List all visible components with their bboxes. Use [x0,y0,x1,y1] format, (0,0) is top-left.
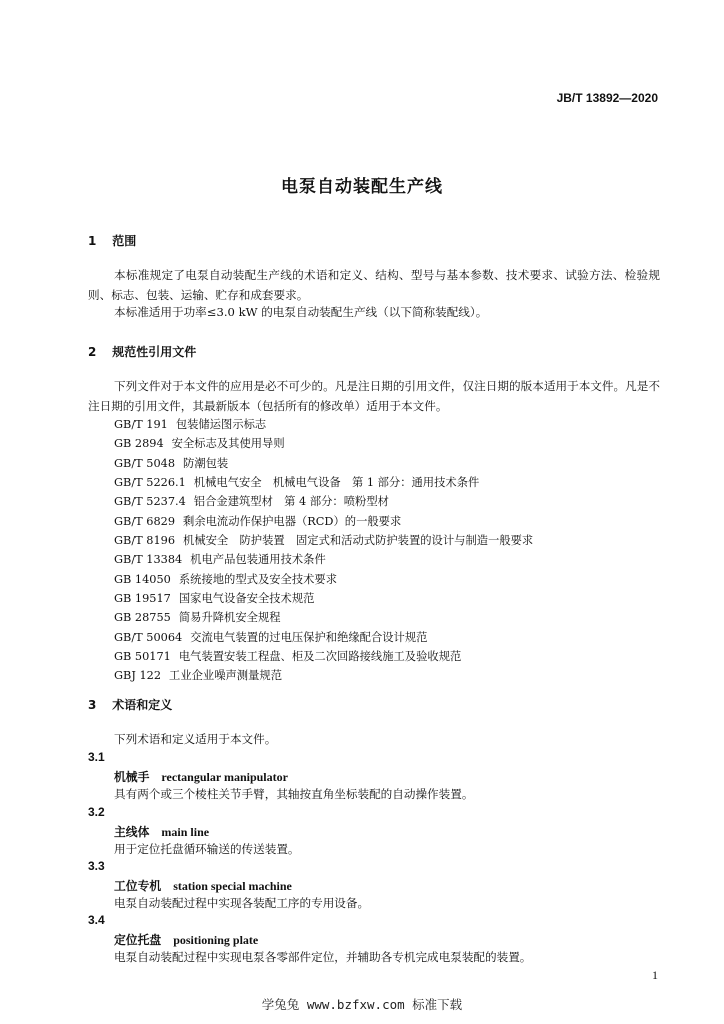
reference-name: 安全标志及其使用导则 [171,437,285,451]
normative-references-list [114,415,533,686]
section-3-number: 3 [88,698,97,712]
reference-name: 交流电气装置的过电压保护和绝缘配合设计规范 [190,630,428,644]
term-number: 3.2 [88,805,105,819]
term-definition: 具有两个或三个棱柱关节手臂，其轴按直角坐标装配的自动操作装置。 [114,787,474,801]
reference-name: 铝合金建筑型材 第 4 部分：喷粉型材 [193,495,389,509]
reference-code: GB/T 13384 [114,553,183,567]
reference-code: GB/T 6829 [114,514,176,528]
section-1-paragraph-1: 本标准规定了电泵自动装配生产线的术语和定义、结构、型号与基本参数、技术要求、试验方法、检验规则、标志、包装、运输、贮存和成套要求。 [88,268,660,302]
term-english-name: positioning plate [173,933,259,947]
term-definition: 电泵自动装配过程中实现各装配工序的专用设备。 [114,896,370,910]
section-3-paragraph-1: 下列术语和定义适用于本文件。 [114,732,277,746]
reference-name: 系统接地的型式及安全技术要求 [178,572,338,586]
reference-item [114,570,533,589]
reference-item [114,647,533,666]
reference-item [114,628,533,647]
footer-watermark-text: 学兔兔 www.bzfxw.com 标准下载 [261,997,463,1012]
term-english-name: main line [161,825,210,839]
reference-item [114,666,533,685]
section-1-paragraph-2: 本标准适用于功率≤3.0 kW 的电泵自动装配生产线（以下简称装配线）。 [114,305,488,319]
reference-name: 工业企业噪声测量规范 [169,669,282,683]
section-2-number: 2 [88,345,97,359]
term-english-name: rectangular manipulator [161,770,288,784]
term-definition: 电泵自动装配过程中实现电泵各零部件定位，并辅助各专机完成电泵装配的装置。 [114,950,532,964]
reference-name: 机械安全 防护装置 固定式和活动式防护装置的设计与制造一般要求 [183,534,534,548]
reference-name: 国家电气设备安全技术规范 [178,592,315,606]
section-3-heading [88,696,172,713]
reference-code: GB 2894 [114,437,164,451]
term-heading [114,823,209,840]
reference-code: GB/T 191 [114,418,168,431]
reference-item [114,512,533,531]
reference-item [114,550,533,569]
reference-code: GB/T 5237.4 [114,495,186,509]
term-chinese-name: 主线体 [114,825,150,839]
section-1-heading [88,232,136,249]
reference-code: GB/T 5226.1 [114,476,186,490]
section-3-title: 术语和定义 [112,698,173,712]
term-heading [114,768,288,785]
reference-item [114,608,533,627]
term-chinese-name: 工位专机 [114,879,162,893]
reference-code: GB 14050 [114,572,171,586]
reference-code: GB/T 50064 [114,630,183,644]
reference-code: GB 50171 [114,650,171,664]
term-heading [114,931,258,948]
term-number: 3.4 [88,913,105,927]
reference-item [114,434,533,453]
reference-name: 机械电气安全 机械电气设备 第 1 部分：通用技术条件 [193,476,480,490]
term-number: 3.1 [88,750,105,764]
reference-item [114,589,533,608]
reference-name: 剩余电流动作保护电器（RCD）的一般要求 [183,514,402,528]
term-definition: 用于定位托盘循环输送的传送装置。 [114,842,300,856]
term-english-name: station special machine [173,879,292,893]
term-chinese-name: 机械手 [114,770,150,784]
reference-name: 防潮包装 [183,456,229,470]
section-1-title: 范围 [112,234,137,248]
section-2-title: 规范性引用文件 [112,345,197,359]
reference-item [114,415,533,434]
reference-code: GB 19517 [114,592,171,606]
reference-code: GB/T 8196 [114,534,176,548]
term-number: 3.3 [88,859,105,873]
section-2-heading [88,343,196,360]
reference-name: 机电产品包装通用技术条件 [190,553,326,567]
term-chinese-name: 定位托盘 [114,933,162,947]
term-heading [114,877,292,894]
reference-item [114,492,533,511]
reference-code: GB 28755 [114,611,171,625]
reference-item [114,531,533,550]
page-number: 1 [652,968,658,982]
reference-code: GB/T 5048 [114,456,176,470]
reference-item [114,454,533,473]
section-2-paragraph-1: 下列文件对于本文件的应用是必不可少的。凡是注日期的引用文件，仅注日期的版本适用于本文件。凡是不注日期的引用文件，其最新版本（包括所有的修改单）适用于本文件。 [88,379,660,413]
reference-name: 包装储运图示标志 [175,418,267,431]
reference-name: 简易升降机安全规程 [178,611,281,625]
reference-item [114,473,533,492]
reference-code: GBJ 122 [114,669,162,683]
section-1-number: 1 [88,234,97,248]
document-title: 电泵自动装配生产线 [281,177,443,197]
standard-code: JB/T 13892—2020 [556,91,658,105]
reference-name: 电气装置安装工程盘、柜及二次回路接线施工及验收规范 [178,650,462,664]
